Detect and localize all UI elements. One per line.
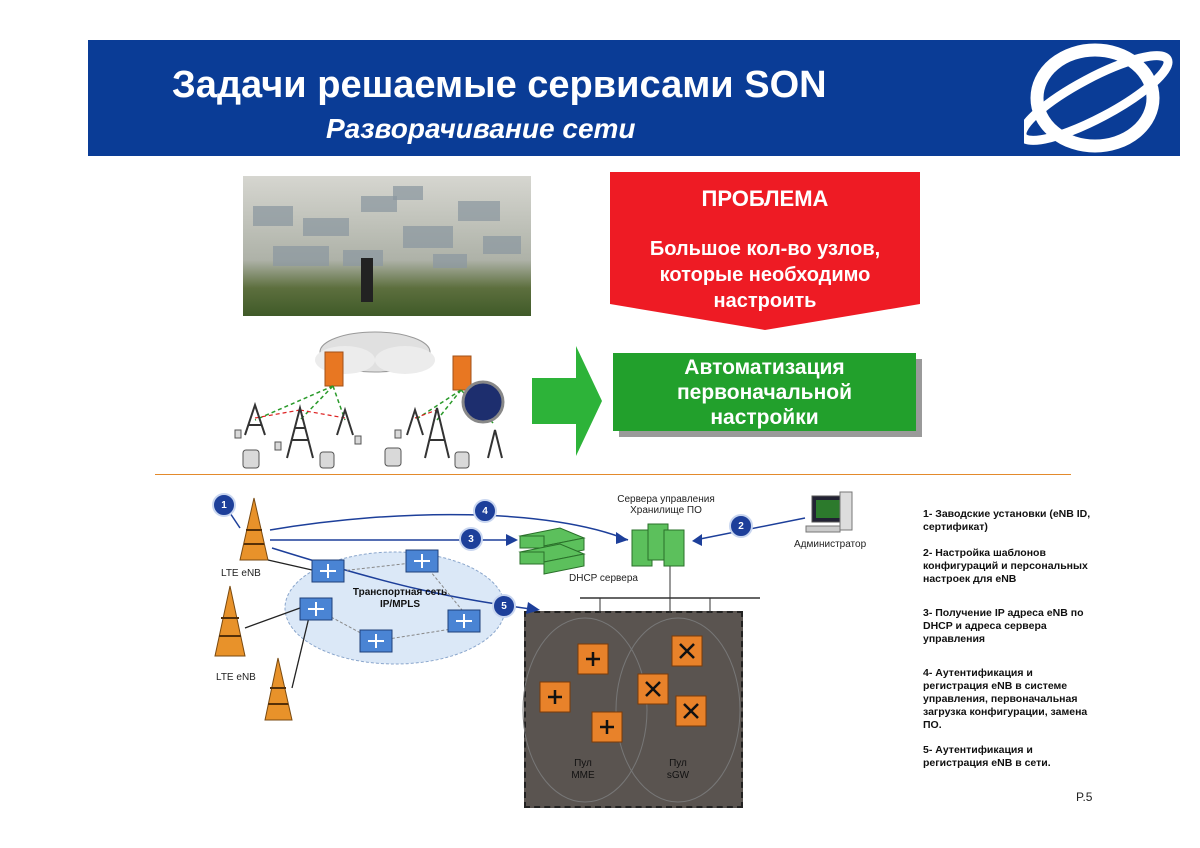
transport-line: IP/MPLS [379, 599, 420, 610]
network-sketch [225, 330, 525, 475]
problem-line: которые необходимо [659, 264, 871, 286]
problem-line: настроить [713, 290, 817, 312]
pool-sgw-label [661, 758, 695, 782]
pool-sgw-line: Пул [669, 758, 687, 769]
globe-logo-icon [1010, 40, 1180, 156]
mgmt-storage-line: Хранилище ПО [630, 505, 702, 516]
note-3: 3- Получение IP адреса eNB по DHCP и адреса сервера управления [923, 607, 1084, 645]
dhcp-label: DHCP сервера [569, 573, 638, 584]
admin-label: Администратор [794, 539, 867, 550]
note-2: 2- Настройка шаблонов конфигураций и персональных настроек для eNB [923, 547, 1088, 585]
step-5-marker: 5 [492, 594, 516, 618]
problem-title: ПРОБЛЕМА [701, 186, 829, 211]
solution-line: настройки [710, 405, 819, 429]
step-1-marker: 1 [212, 493, 236, 517]
page-number: P.5 [1076, 790, 1093, 804]
solution-line: первоначальной [676, 380, 853, 404]
page-subtitle: Разворачивание сети [326, 113, 636, 144]
section-divider [155, 474, 1071, 475]
problem-line: Большое кол-во узлов, [649, 238, 881, 260]
transport-network-label [342, 587, 458, 611]
mgmt-servers-line: Сервера управления [617, 494, 715, 505]
son-diagram [200, 488, 890, 818]
pool-mme-line: MME [571, 770, 595, 781]
transport-line: Транспортная сеть [352, 587, 448, 598]
pool-mme-line: Пул [574, 758, 592, 769]
pool-mme-label [566, 758, 600, 782]
solution-box [613, 353, 916, 431]
step-3-marker: 3 [459, 527, 483, 551]
enb-label-1: LTE eNB [221, 568, 261, 579]
enb-label-2: LTE eNB [216, 672, 256, 683]
pool-sgw-line: sGW [666, 770, 690, 781]
step-4-marker: 4 [473, 499, 497, 523]
page-title: Задачи решаемые сервисами SON [172, 64, 827, 106]
note-4: 4- Аутентификация и регистрация eNB в системе управления, первоначальная загрузка конфигурации, замена ПО. [923, 667, 1088, 731]
problem-text [610, 236, 920, 314]
step-2-marker: 2 [729, 514, 753, 538]
network-nodes-photo [243, 176, 531, 316]
note-1: 1- Заводские установки (eNB ID, сертификат) [923, 508, 1091, 533]
mgmt-servers-label [608, 494, 724, 516]
note-5: 5- Аутентификация и регистрация eNB в сети. [923, 744, 1051, 769]
solution-line: Автоматизация [684, 355, 845, 379]
green-arrow-icon [532, 346, 602, 456]
